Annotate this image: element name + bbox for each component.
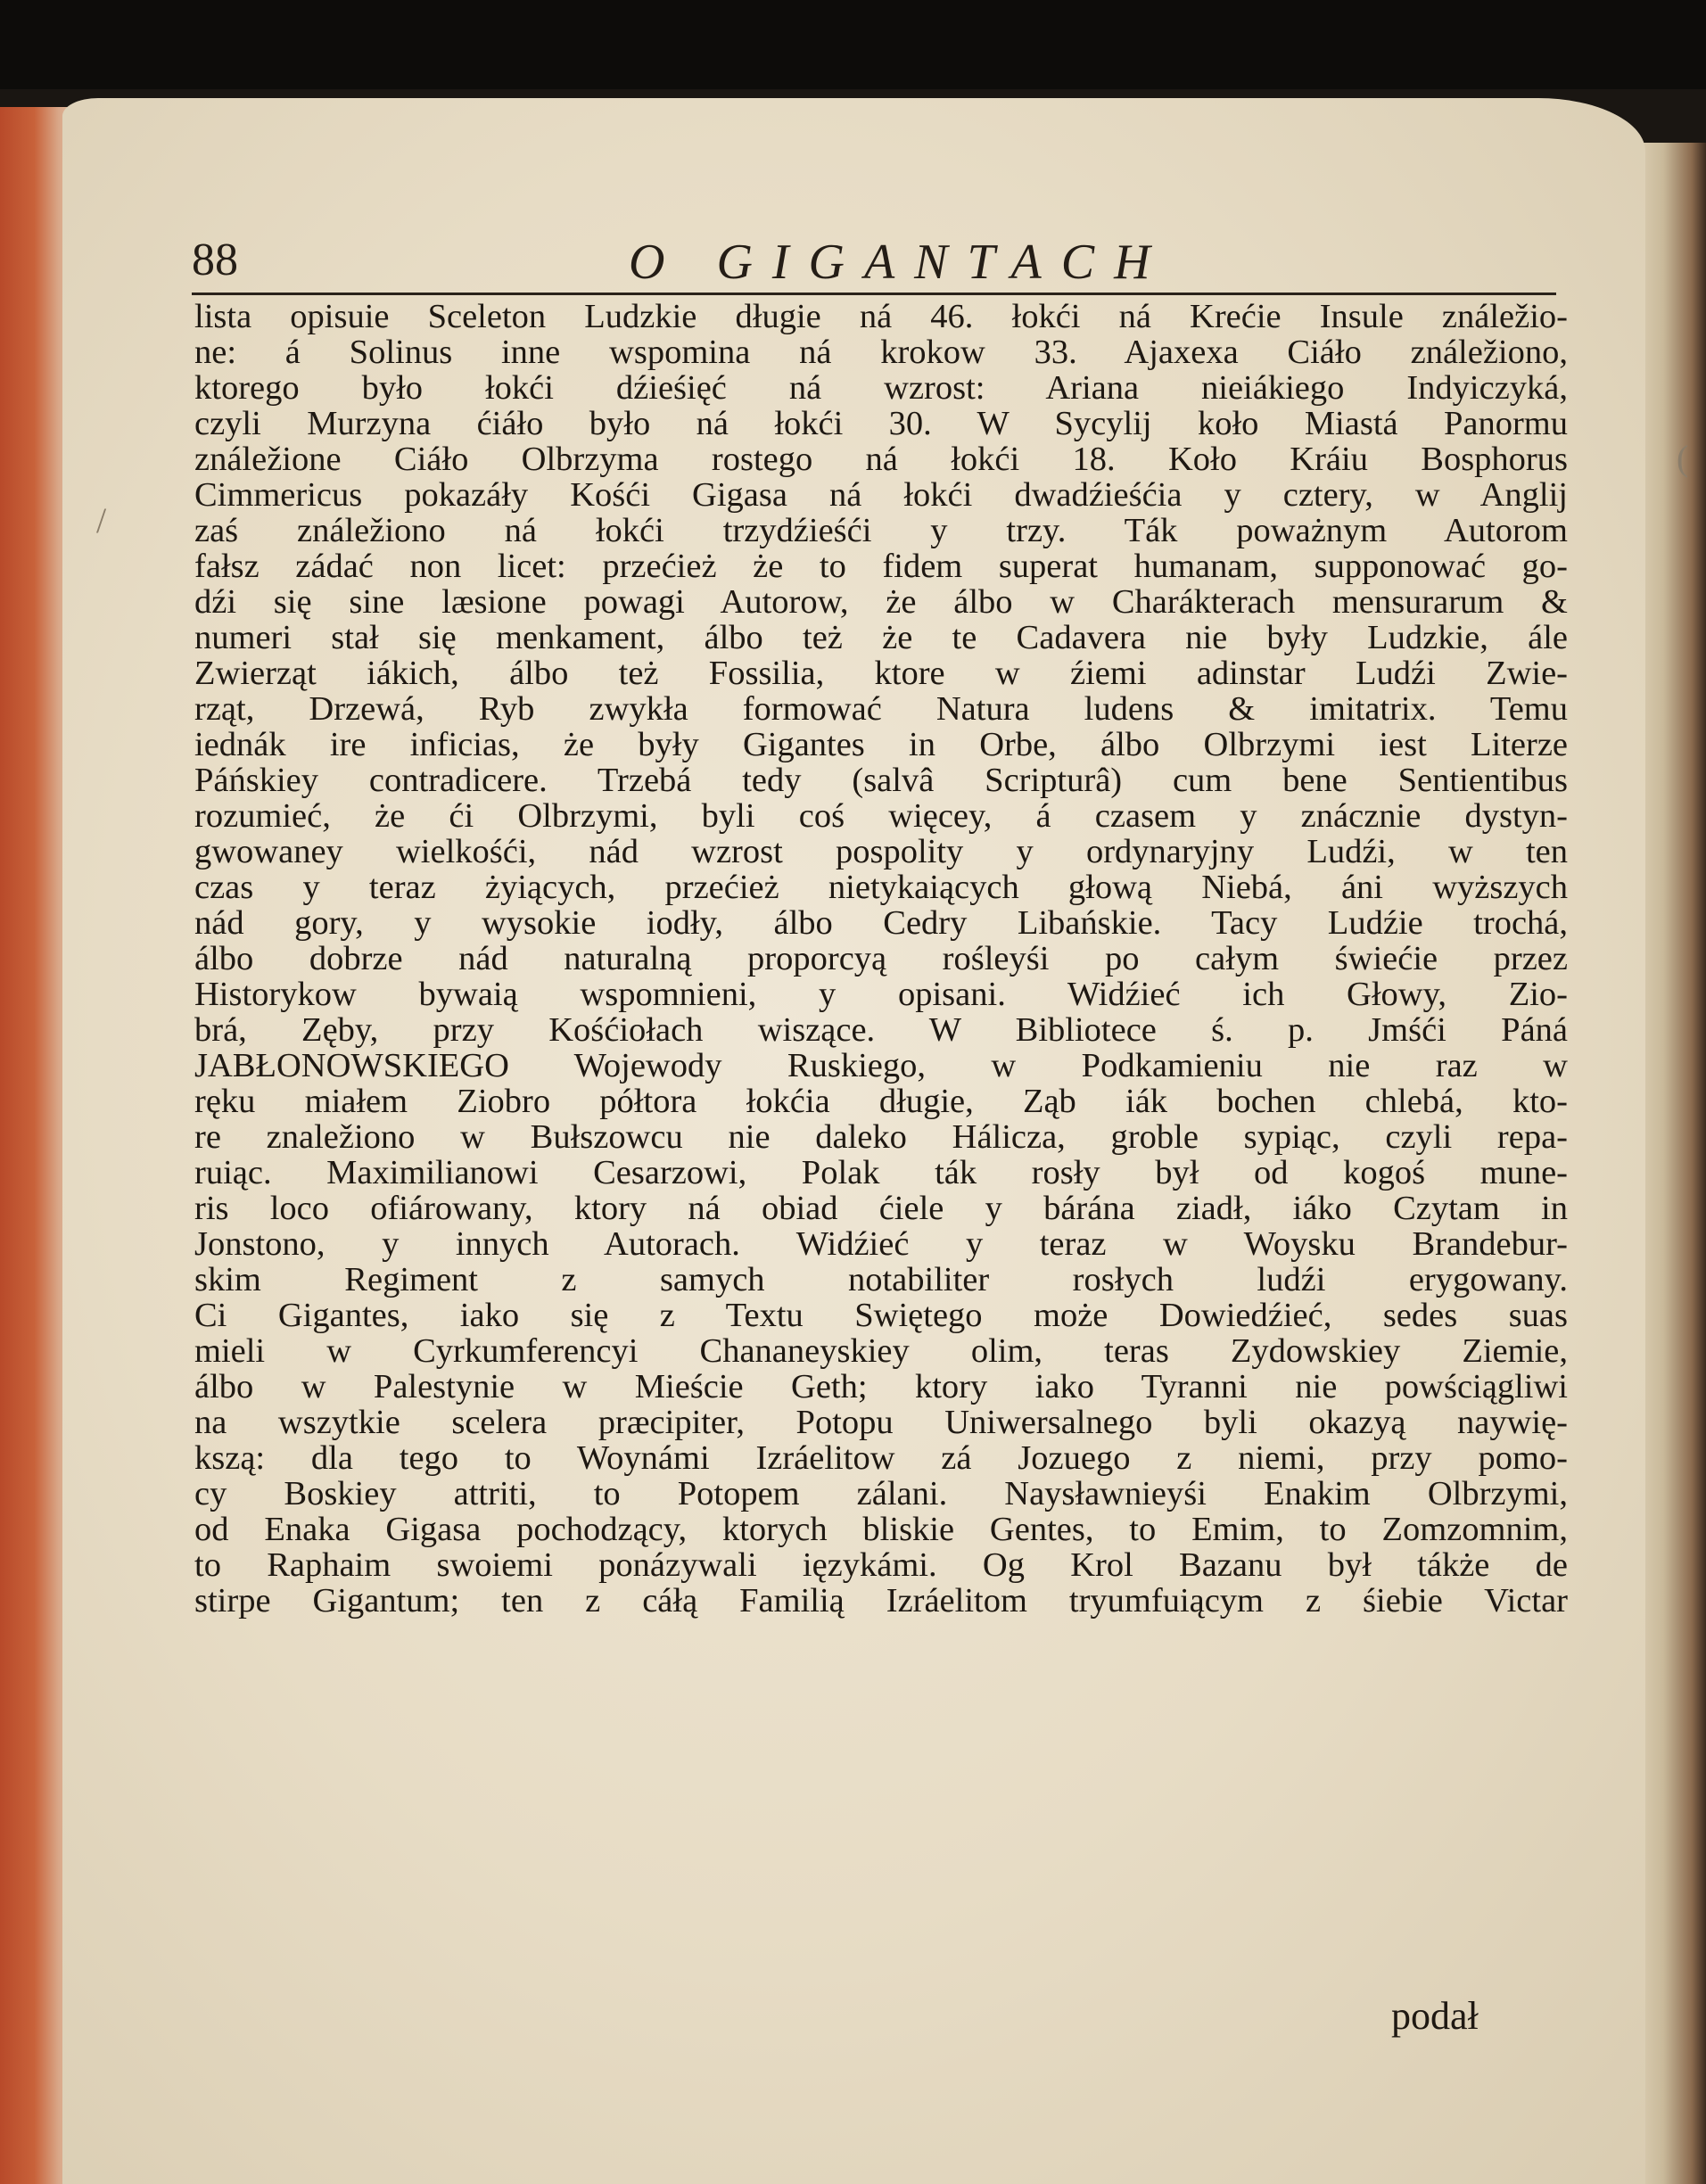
catchword: podał [1391,1994,1479,2038]
margin-mark-right: ( [1677,438,1689,478]
text-line: zaś ználežiono ná łokći trzydźieśći y trzy. Ták poważnym Autorom [194,513,1568,548]
text-line: od Enaka Gigasa pochodzący, ktorych bliskie Gentes, to Emim, to Zomzomnim, [194,1512,1568,1547]
page-header [192,234,1556,296]
text-line: Zwierząt iákich, álbo też Fossilia, ktore w źiemi adinstar Ludźi Zwie- [194,655,1568,691]
text-line: skim Regiment z samych notabiliter rosłych ludźi erygowany. [194,1262,1568,1298]
text-line: rząt, Drzewá, Ryb zwykła formować Natura ludens & imitatrix. Temu [194,691,1568,727]
text-line: dźi się sine læsione powagi Autorow, że álbo w Charákterach mensurarum & [194,584,1568,620]
text-line: Jonstono, y innych Autorach. Widźieć y teraz w Woysku Brandebur- [194,1226,1568,1262]
text-line: mieli w Cyrkumferencyi Chananeyskiey olim, teras Zydowskiey Ziemie, [194,1333,1568,1369]
text-line: re znaležiono w Bułszowcu nie daleko Hálicza, groble sypiąc, czyli repa- [194,1119,1568,1155]
text-line: ne: á Solinus inne wspomina ná krokow 33. Ajaxexa Ciáło ználežiono, [194,334,1568,370]
text-line: ruiąc. Maximilianowi Cesarzowi, Polak ták rosły był od kogoś mune- [194,1155,1568,1191]
text-line: nád gory, y wysokie iodły, álbo Cedry Libańskie. Tacy Ludźie trochá, [194,905,1568,941]
text-line: ręku miałem Ziobro półtora łokćia długie, Ząb iák bochen chlebá, kto- [194,1084,1568,1119]
page-number: 88 [192,235,238,285]
text-line: cy Boskiey attriti, to Potopem zálani. Naysławnieyśi Enakim Olbrzymi, [194,1476,1568,1512]
text-line: to Raphaim swoiemi ponázywali ięzykámi. Og Krol Bazanu był tákże de [194,1547,1568,1583]
text-line: czas y teraz żyiących, przećież nietykaiących głową Niebá, áni wyższych [194,869,1568,905]
page-edges-right [1635,143,1706,2184]
text-line: JABŁONOWSKIEGO Wojewody Ruskiego, w Podkamieniu nie raz w [194,1048,1568,1084]
running-title: O GIGANTACH [629,235,1170,290]
text-line: gwowaney wielkośći, nád wzrost pospolity y ordynaryjny Ludźi, w ten [194,834,1568,869]
text-line: ználežione Ciáło Olbrzyma rostego ná łokći 18. Koło Kráiu Bosphorus [194,441,1568,477]
text-line: lista opisuie Sceleton Ludzkie długie ná 46. łokći ná Krećie Insule ználežio- [194,299,1568,334]
text-line: ris loco ofiárowany, ktory ná obiad ćiele y bárána ziadł, iáko Czytam in [194,1191,1568,1226]
text-line: Historykow bywaią wspomnieni, y opisani. Widźieć ich Głowy, Zio- [194,977,1568,1012]
margin-mark-left: / [96,500,107,540]
header-rule [192,293,1556,295]
text-line: Cimmericus pokazáły Kośći Gigasa ná łokći dwadźieśćia y cztery, w Anglij [194,477,1568,513]
text-line: álbo w Palestynie w Mieście Geth; ktory iako Tyranni nie powściągliwi [194,1369,1568,1405]
text-line: numeri stał się menkament, álbo też że te Cadavera nie były Ludzkie, ále [194,620,1568,655]
text-line: iednák ire inficias, że były Gigantes in Orbe, álbo Olbrzymi iest Literze [194,727,1568,762]
text-line: kszą: dla tego to Woynámi Izráelitow zá Jozuego z niemi, przy pomo- [194,1440,1568,1476]
text-line: Ci Gigantes, iako się z Textu Swiętego może Dowiedźieć, sedes suas [194,1298,1568,1333]
text-line: na wszytkie scelera præcipiter, Potopu Uniwersalnego byli okazyą naywię- [194,1405,1568,1440]
text-line: álbo dobrze nád naturalną proporcyą rośleyśi po całym świećie przez [194,941,1568,977]
text-line: Páńskiey contradicere. Trzebá tedy (salvâ Scripturâ) cum bene Sentientibus [194,762,1568,798]
text-line: ktorego było łokći dźieśięć ná wzrost: Ariana nieiákiego Indyiczyká, [194,370,1568,406]
text-line: brá, Zęby, przy Kośćiołach wiszące. W Bibliotece ś. p. Jmśći Páná [194,1012,1568,1048]
text-line: stirpe Gigantum; ten z cáłą Familią Izráelitom tryumfuiącym z śiebie Victar [194,1583,1568,1619]
text-line: czyli Murzyna ćiáło było ná łokći 30. W Sycylij koło Miastá Panormu [194,406,1568,441]
text-line: fałsz zádać non licet: przećież że to fidem superat humanam, supponować go- [194,548,1568,584]
text-line: rozumieć, że ći Olbrzymi, byli coś więcey, á czasem y znácznie dystyn- [194,798,1568,834]
body-text [194,299,1568,1619]
